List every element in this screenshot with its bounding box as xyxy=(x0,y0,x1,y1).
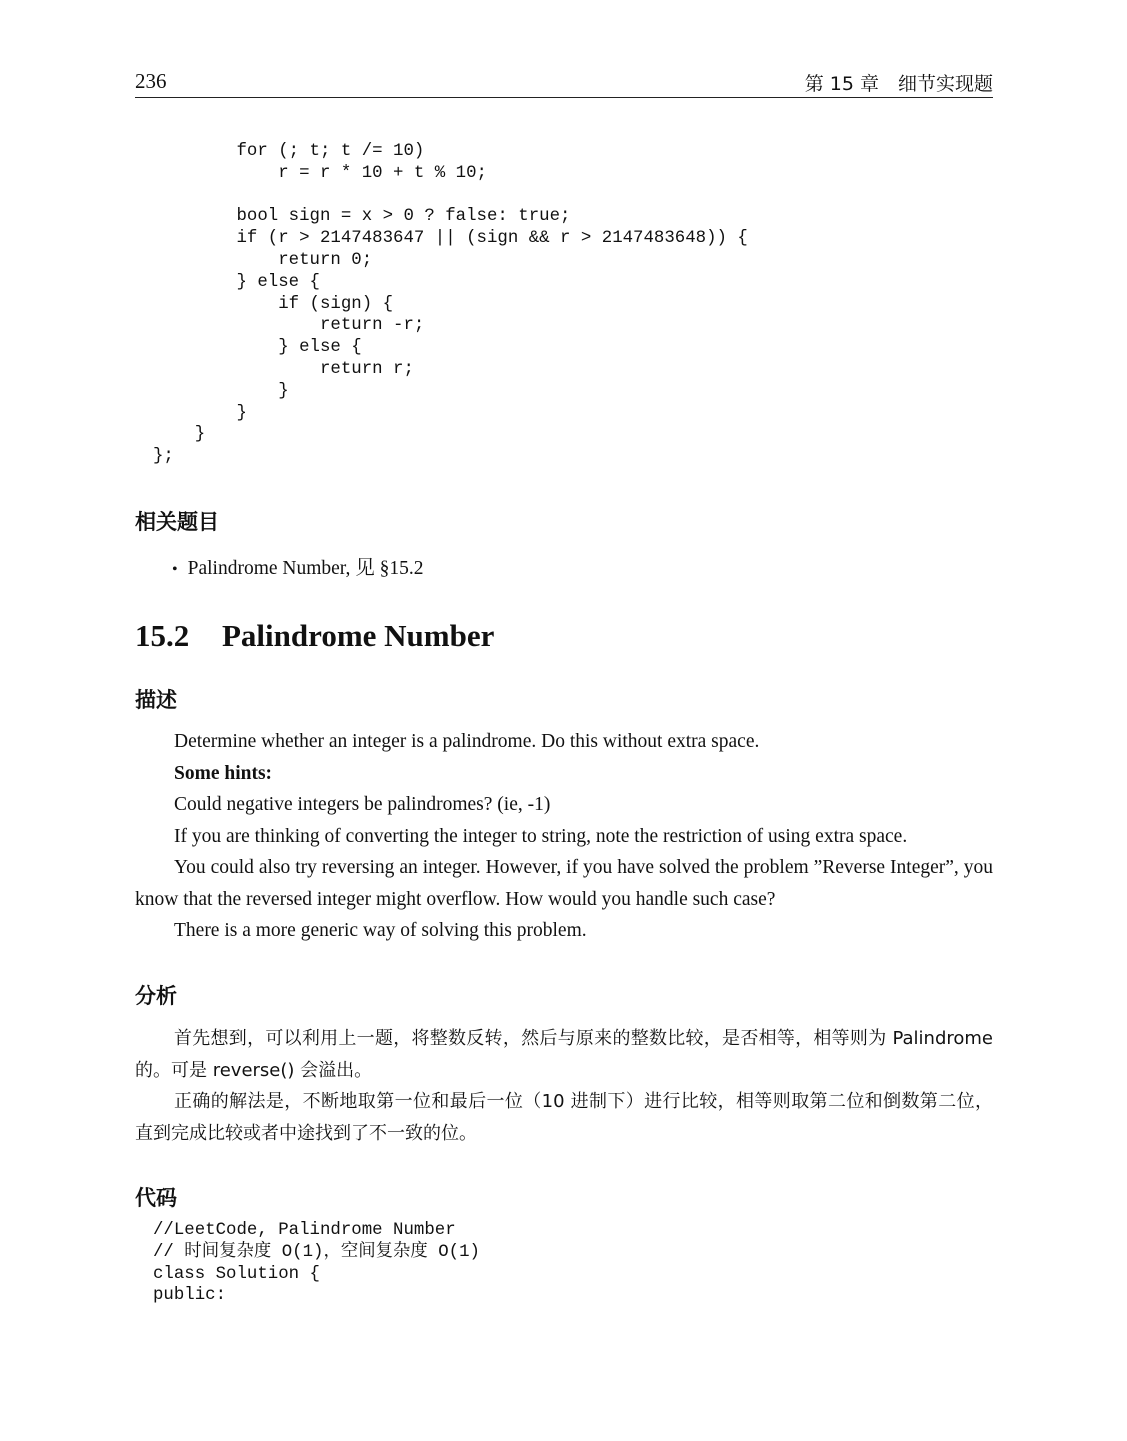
hint-paragraph: If you are thinking of converting the integer to string, note the restriction of using extra space. xyxy=(174,826,908,847)
hints-label: Some hints: xyxy=(174,763,273,784)
hint-paragraph: Could negative integers be palindromes? (ie, -1) xyxy=(174,794,551,815)
related-problems-list xyxy=(172,552,424,580)
page-number: 236 xyxy=(135,69,167,93)
description-paragraph: Determine whether an integer is a palindrome. Do this without extra space. xyxy=(174,731,760,752)
section-number: 15.2 xyxy=(135,618,190,653)
code-block-reverse-integer: for (; t; t /= 10) r = r * 10 + t % 10; bool sign = x > 0 ? false: true; if (r > 2147483647 || (sign && r > 2147483648)) { return 0; } else { if (sign) { return -r; } else { return r; } } } }; xyxy=(153,142,748,467)
page-header xyxy=(135,66,993,98)
related-problem-item: • Palindrome Number, 见 §15.2 xyxy=(172,552,424,580)
chapter-title: 第 15 章 细节实现题 xyxy=(804,73,993,95)
code-block-palindrome: //LeetCode, Palindrome Number // 时间复杂度 O(1)，空间复杂度 O(1) class Solution { public: xyxy=(153,1221,480,1306)
section-name: Palindrome Number xyxy=(222,618,495,653)
analysis-paragraph: 首先想到，可以利用上一题，将整数反转，然后与原来的整数比较，是否相等，相等则为 Palindrome 的。可是 reverse() 会溢出。 xyxy=(135,1028,993,1081)
code-heading: 代码 xyxy=(135,1186,177,1210)
description-heading: 描述 xyxy=(135,688,177,712)
section-title xyxy=(135,618,494,654)
analysis-paragraph: 正确的解法是，不断地取第一位和最后一位（10 进制下）进行比较，相等则取第二位和倒数第二位，直到完成比较或者中途找到了不一致的位。 xyxy=(135,1091,993,1144)
hint-paragraph: You could also try reversing an integer. However, if you have solved the problem ”Reverse Integer”, you know that the reversed integer might overflow. How would you handle such case? xyxy=(135,857,993,910)
analysis-heading: 分析 xyxy=(135,984,177,1008)
related-problems-heading: 相关题目 xyxy=(135,510,219,534)
hint-paragraph: There is a more generic way of solving this problem. xyxy=(174,920,587,941)
